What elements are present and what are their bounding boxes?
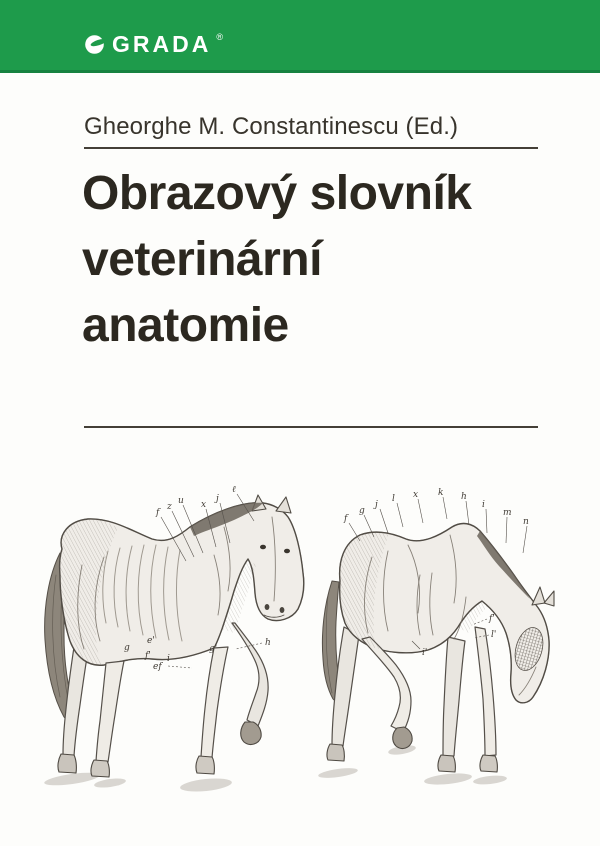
anatomy-label: f' [145, 651, 151, 661]
right-horse-far-front-hoof [438, 755, 455, 772]
left-horse-near-hind-hoof [91, 760, 109, 777]
anatomy-label: g' [209, 644, 218, 654]
horses-engraving [20, 460, 580, 820]
title-line-3: anatomie [82, 299, 289, 352]
left-horse-standing-front-leg [201, 647, 228, 758]
anatomy-label: u [178, 496, 184, 506]
anatomy-label: l' [491, 630, 497, 640]
publisher-name: GRADA [112, 30, 212, 57]
anatomy-label: l [392, 494, 395, 504]
title-line-1: Obrazový slovník [82, 167, 472, 220]
anatomy-label: h [265, 638, 271, 648]
anatomy-label: x [201, 500, 207, 510]
anatomy-label: f [344, 514, 348, 524]
anatomy-label: ef [153, 662, 162, 672]
left-horse-lifted-front-leg [232, 623, 268, 726]
author-block [84, 113, 538, 149]
left-horse-lifted-front-hoof [241, 722, 261, 744]
right-horse-far-hind-hoof [327, 744, 344, 761]
ground-shadows-right [318, 744, 508, 787]
anatomy-label: h [461, 492, 467, 502]
anatomy-label: f' [489, 614, 495, 624]
anatomy-label: ℓ [232, 485, 236, 495]
right-horse-ears [532, 587, 554, 606]
book-title [82, 161, 562, 359]
publisher-logo [84, 30, 225, 57]
anatomy-label: f [156, 508, 160, 518]
anatomy-label: g [124, 643, 130, 653]
anatomy-illustration [20, 460, 580, 820]
anatomy-label: j [375, 500, 378, 510]
right-horse [318, 524, 554, 787]
author-line: Gheorghe M. Constantinescu (Ed.) [84, 113, 459, 140]
divider-rule [84, 426, 538, 428]
left-horse-near-hind-leg [96, 661, 124, 762]
anatomy-label: m [503, 508, 512, 518]
publisher-band [0, 0, 600, 73]
anatomy-label: i [482, 500, 485, 510]
left-horse-standing-front-hoof [196, 756, 214, 774]
anatomy-label: k [438, 488, 444, 498]
title-line-2: veterinární [82, 233, 322, 286]
anatomy-label: g [359, 506, 365, 516]
author-underline-rule [84, 147, 538, 149]
right-horse-far-front-leg [443, 637, 465, 756]
left-horse-far-hind-hoof [58, 754, 76, 773]
anatomy-label: n [523, 517, 529, 527]
anatomy-label: x [413, 490, 419, 500]
right-horse-curled-hind-hoof [393, 727, 412, 748]
anatomy-label: j [216, 494, 219, 504]
anatomy-label: i' [422, 648, 428, 658]
left-horse-far-hind-leg [63, 647, 88, 756]
anatomy-label: e' [147, 636, 155, 646]
registered-trademark: ® [216, 32, 223, 42]
grada-sphere-icon [84, 34, 105, 55]
right-horse-near-front-leg [475, 627, 496, 756]
anatomy-label: z [167, 502, 172, 512]
anatomy-label: i [167, 654, 170, 664]
right-horse-near-front-hoof [480, 755, 497, 772]
